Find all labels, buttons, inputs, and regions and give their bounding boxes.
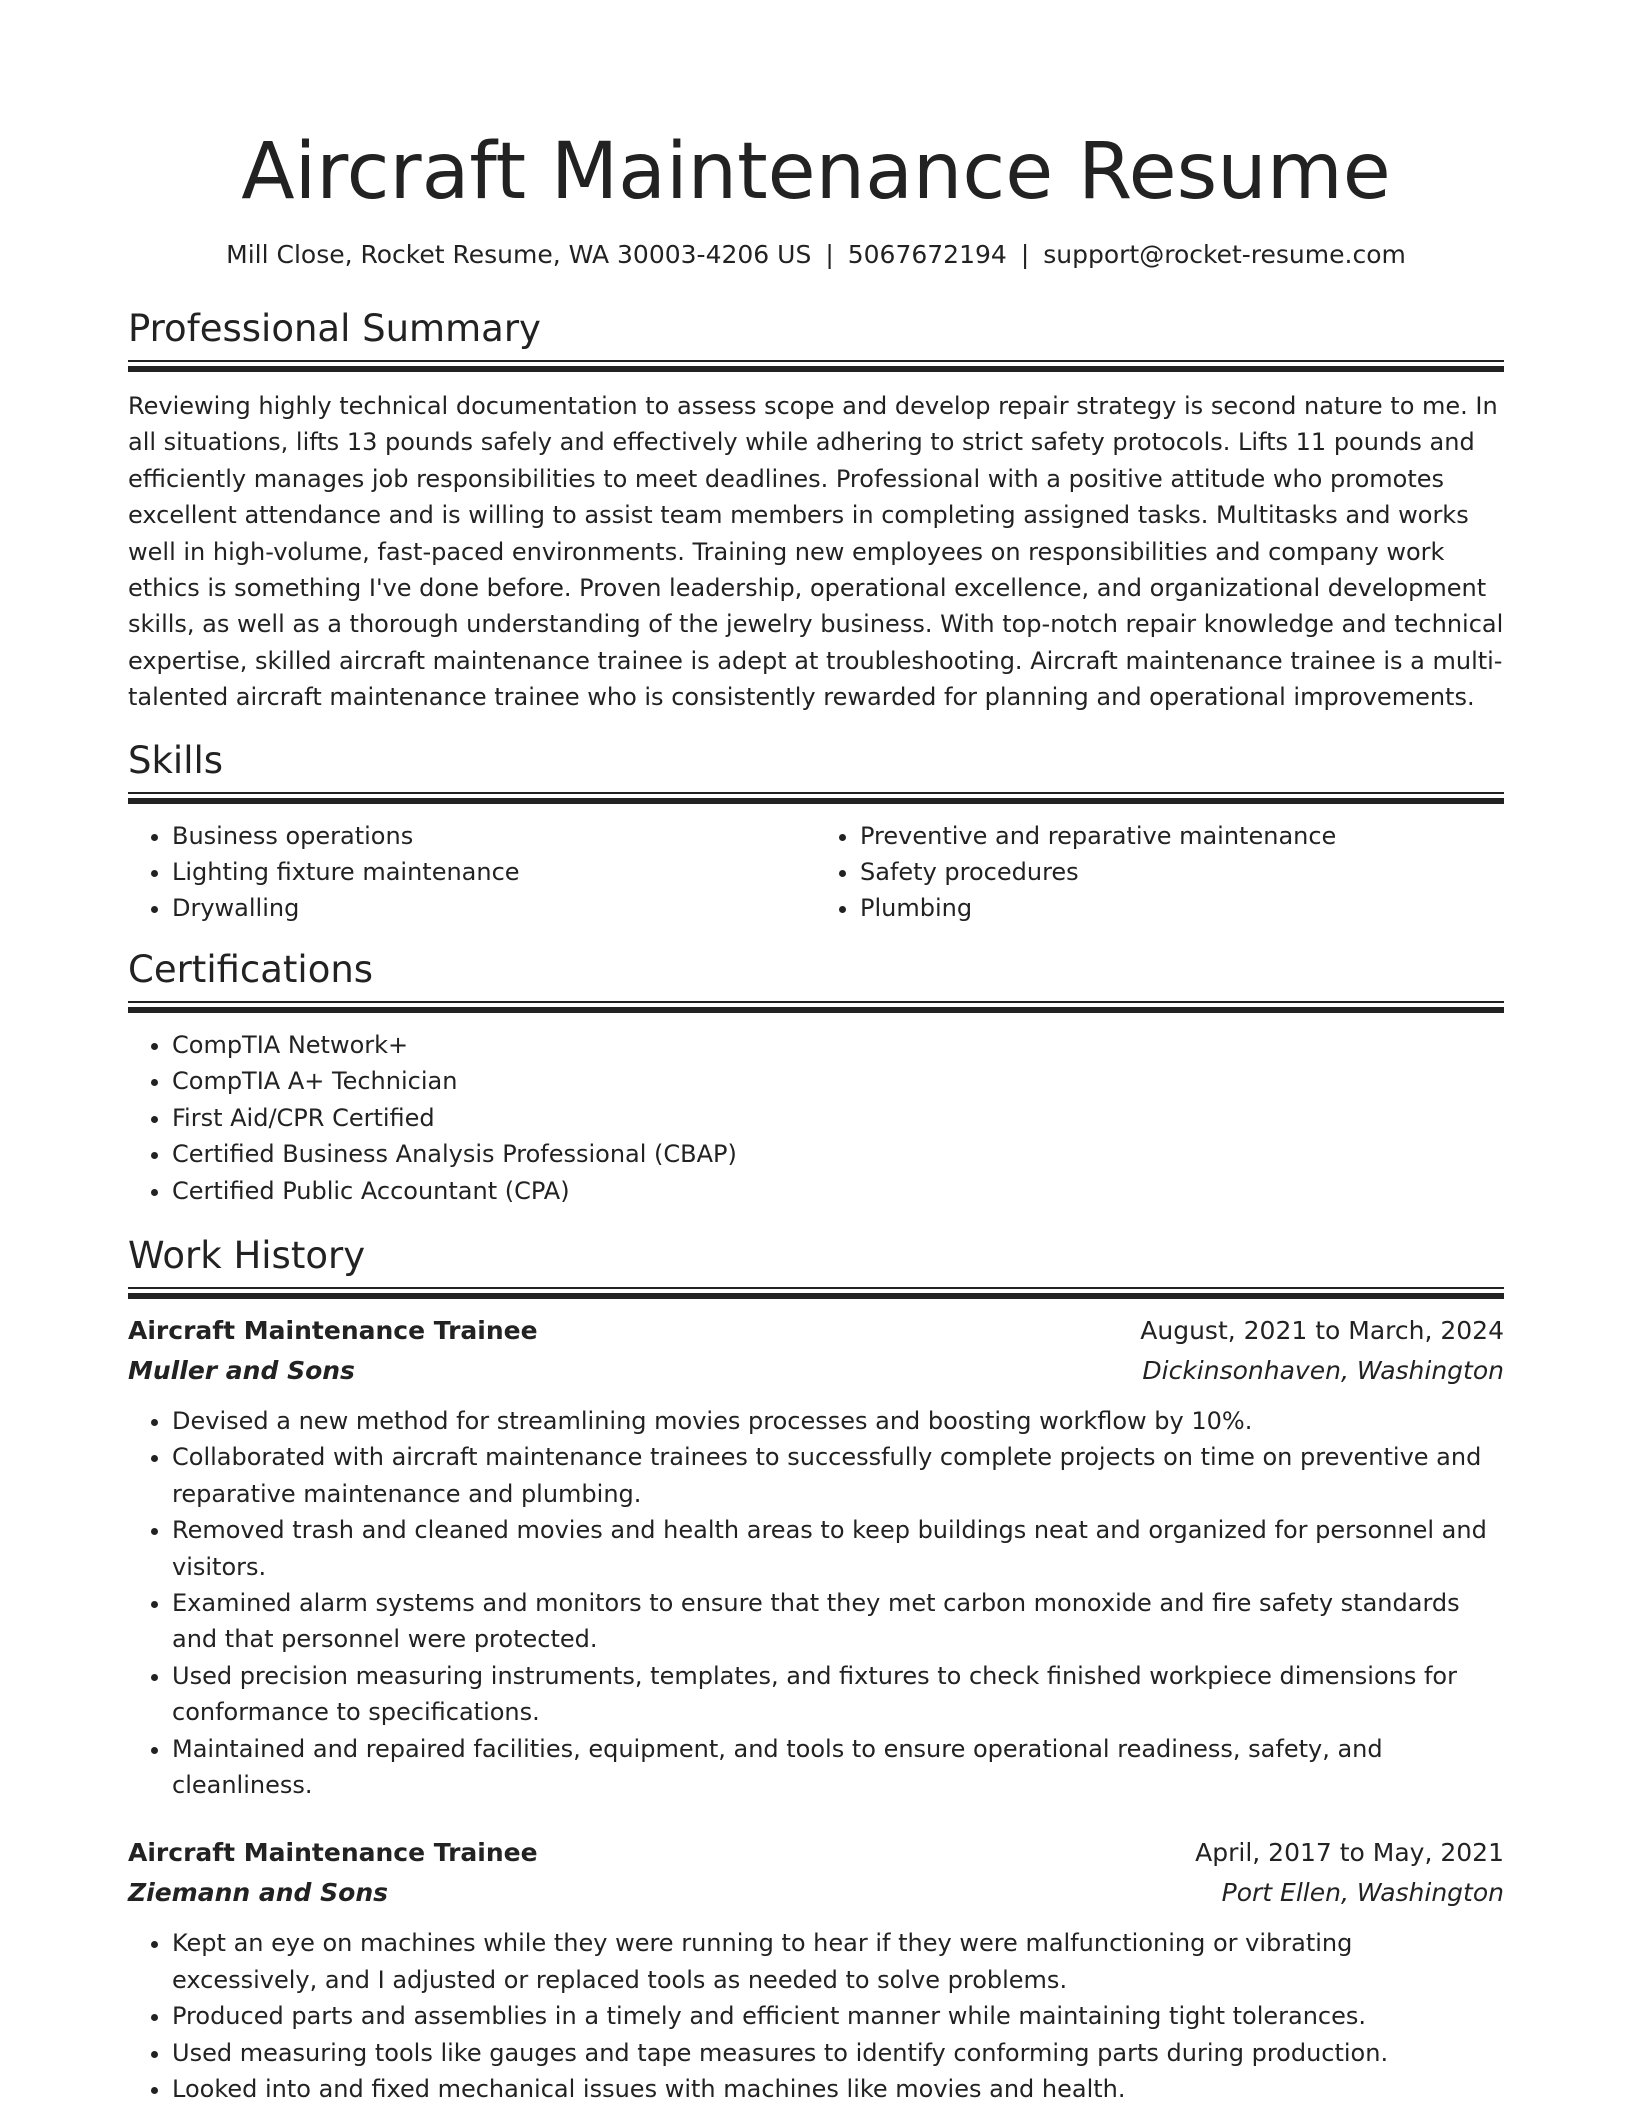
- skill-item: • Lighting fixture maintenance: [172, 854, 816, 890]
- section-heading-skills: Skills: [128, 738, 224, 782]
- job-title: Aircraft Maintenance Trainee: [128, 1315, 538, 1345]
- job-bullet: • Kept an eye on machines while they were running to hear if they were malfunctioning or vibrating excessively, and I adjusted or replaced tools as needed to solve problems.: [172, 1925, 1504, 1998]
- certification-item: • First Aid/CPR Certified: [172, 1100, 1504, 1136]
- contact-phone: 5067672194: [847, 240, 1007, 269]
- job-bullet: • Examined alarm systems and monitors to ensure that they met carbon monoxide and fire safety standards and that personnel were protected.: [172, 1585, 1504, 1658]
- job-dates: April, 2017 to May, 2021: [1195, 1838, 1504, 1868]
- section-heading-certifications: Certifications: [128, 947, 374, 991]
- job-bullet: • Devised a new method for streamlining movies processes and boosting workflow by 10%.: [172, 1403, 1504, 1439]
- job-bullet: • Collaborated with aircraft maintenance trainees to successfully complete projects on time on preventive and reparative maintenance and plumbing.: [172, 1439, 1504, 1512]
- resume-title: Aircraft Maintenance Resume: [241, 127, 1391, 217]
- summary-section: [128, 306, 1504, 716]
- job-title: Aircraft Maintenance Trainee: [128, 1838, 538, 1868]
- section-divider: [128, 792, 1504, 804]
- work-history-section: [128, 1233, 1504, 2108]
- job-bullet: • Looked into and fixed mechanical issues with machines like movies and health.: [172, 2071, 1504, 2107]
- job-bullet: • Removed trash and cleaned movies and health areas to keep buildings neat and organized for personnel and visitors.: [172, 1512, 1504, 1585]
- resume-page: [128, 0, 1504, 2107]
- contact-line: [128, 238, 1504, 272]
- certifications-section: [128, 947, 1504, 1209]
- certification-item: • Certified Business Analysis Professional (CBAP): [172, 1136, 1504, 1172]
- job-bullet: • Maintained and repaired facilities, equipment, and tools to ensure operational readiness, safety, and cleanliness.: [172, 1731, 1504, 1804]
- job-bullet-list: [128, 1403, 1504, 1803]
- contact-email[interactable]: support@rocket-resume.com: [1043, 240, 1406, 269]
- skill-item: • Preventive and reparative maintenance: [860, 818, 1504, 854]
- job-location: Dickinsonhaven, Washington: [1142, 1355, 1504, 1385]
- contact-address: Mill Close, Rocket Resume, WA 30003-4206 US: [226, 240, 812, 269]
- job-dates: August, 2021 to March, 2024: [1140, 1315, 1504, 1345]
- job-bullet: • Used measuring tools like gauges and tape measures to identify conforming parts during production.: [172, 2035, 1504, 2071]
- contact-separator: |: [825, 240, 834, 269]
- job-entry: [128, 1311, 1504, 1803]
- job-header-row: [128, 1833, 1504, 1873]
- certifications-list: [128, 1027, 1504, 1209]
- job-company-row: [128, 1873, 1504, 1913]
- skill-item: • Safety procedures: [860, 854, 1504, 890]
- skill-item: • Drywalling: [172, 890, 816, 926]
- summary-text: Reviewing highly technical documentation to assess scope and develop repair strategy is second nature to me. In all situations, lifts 13 pounds safely and effectively while adhering to strict safety protocols. Lifts 11 pounds and efficiently manages job responsibilities to meet deadlines. Professional with a positive attitude who promotes excellent attendance and is willing to assist team members in completing assigned tasks. Multitasks and works well in high-volume, fast-paced environments. Training new employees on responsibilities and company work ethics is something I've done before. Proven leadership, operational excellence, and organizational development skills, as well as a thorough understanding of the jewelry business. With top-notch repair knowledge and technical expertise, skilled aircraft maintenance trainee is adept at troubleshooting. Aircraft maintenance trainee is a multi-talented aircraft maintenance trainee who is consistently rewarded for planning and operational improvements.: [128, 392, 1504, 712]
- skill-item: • Plumbing: [860, 890, 1504, 926]
- job-location: Port Ellen, Washington: [1221, 1878, 1504, 1908]
- section-divider: [128, 1001, 1504, 1013]
- skills-list-right: [816, 818, 1504, 927]
- certification-item: • Certified Public Accountant (CPA): [172, 1173, 1504, 1209]
- skills-list-left: [128, 818, 816, 927]
- job-company: Muller and Sons: [128, 1355, 355, 1385]
- certification-item: • CompTIA Network+: [172, 1027, 1504, 1063]
- certification-item: • CompTIA A+ Technician: [172, 1063, 1504, 1099]
- job-company: Ziemann and Sons: [128, 1878, 388, 1908]
- section-divider: [128, 360, 1504, 372]
- job-entry: [128, 1833, 1504, 2107]
- job-header-row: [128, 1311, 1504, 1351]
- job-bullet-list: [128, 1925, 1504, 2107]
- job-company-row: [128, 1351, 1504, 1391]
- skills-section: [128, 738, 1504, 927]
- section-heading-work-history: Work History: [128, 1233, 366, 1277]
- skills-columns: [128, 818, 1504, 927]
- section-divider: [128, 1287, 1504, 1299]
- job-bullet: • Produced parts and assemblies in a timely and efficient manner while maintaining tight tolerances.: [172, 1998, 1504, 2034]
- contact-separator: |: [1020, 240, 1030, 269]
- job-bullet: • Used precision measuring instruments, templates, and fixtures to check finished workpiece dimensions for conformance to specifications.: [172, 1658, 1504, 1731]
- skill-item: • Business operations: [172, 818, 816, 854]
- section-heading-summary: Professional Summary: [128, 307, 541, 350]
